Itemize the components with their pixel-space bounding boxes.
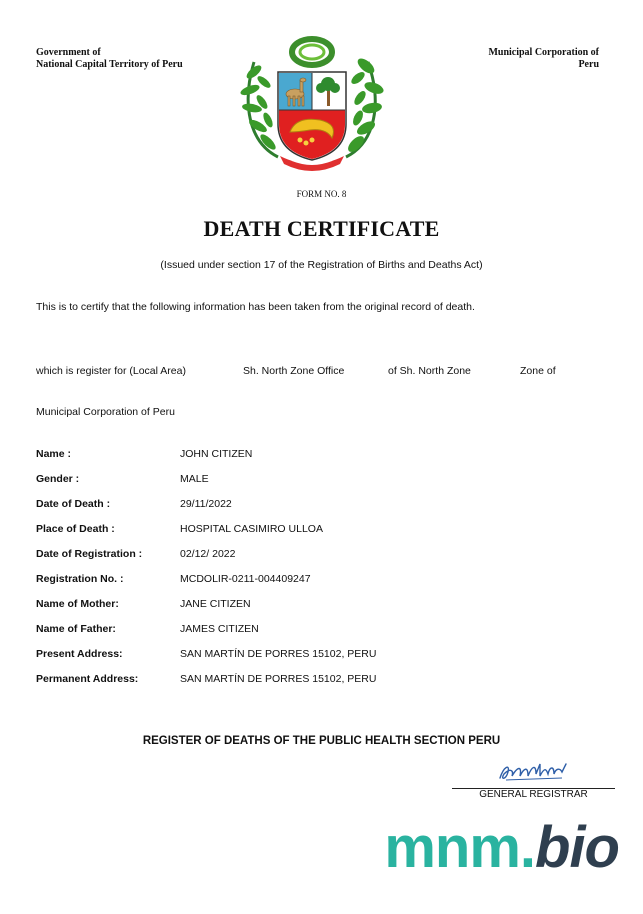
field-label: Date of Registration :: [36, 548, 143, 560]
signature-icon: [496, 758, 570, 784]
field-value: SAN MARTÍN DE PORRES 15102, PERU: [180, 648, 377, 660]
certify-text: This is to certify that the following information has been taken from the original record of death.: [36, 301, 475, 313]
field-label: Gender :: [36, 473, 80, 485]
field-label: Date of Death :: [36, 498, 111, 510]
peru-coat-of-arms-icon: [240, 32, 385, 172]
field-value: HOSPITAL CASIMIRO ULLOA: [180, 523, 323, 535]
header-left-line2: National Capital Territory of Peru: [36, 59, 183, 70]
header-left: [36, 47, 183, 71]
header-left-line1: Government of: [36, 47, 101, 58]
certificate-title: DEATH CERTIFICATE: [203, 216, 440, 241]
area-line-part3: of Sh. North Zone: [388, 365, 471, 377]
field-value: MALE: [180, 473, 209, 485]
field-row-present-address: [36, 648, 596, 673]
field-label: Name of Father:: [36, 623, 116, 635]
field-value: JANE CITIZEN: [180, 598, 251, 610]
field-value: SAN MARTÍN DE PORRES 15102, PERU: [180, 673, 377, 685]
issued-under-text: (Issued under section 17 of the Registration of Births and Deaths Act): [160, 259, 483, 271]
field-row-permanent-address: [36, 673, 596, 698]
field-row-registration-no: [36, 573, 596, 598]
field-row-place-of-death: [36, 523, 596, 548]
municipal-line: Municipal Corporation of Peru: [36, 406, 175, 418]
field-row-name-of-father: [36, 623, 596, 648]
field-label: Permanent Address:: [36, 673, 139, 685]
area-line-part4: Zone of: [520, 365, 556, 377]
field-value: 29/11/2022: [180, 498, 232, 510]
header-right-line2: Peru: [578, 59, 599, 70]
field-value: JOHN CITIZEN: [180, 448, 253, 460]
field-row-name: [36, 448, 596, 473]
field-label: Present Address:: [36, 648, 123, 660]
area-line-part2: Sh. North Zone Office: [243, 365, 345, 377]
field-value: MCDOLIR-0211-004409247: [180, 573, 311, 585]
field-label: Name of Mother:: [36, 598, 119, 610]
mnm-bio-watermark-logo: [384, 813, 619, 883]
field-row-date-of-death: [36, 498, 596, 523]
register-heading: REGISTER OF DEATHS OF THE PUBLIC HEALTH SECTION PERU: [142, 735, 501, 747]
field-row-name-of-mother: [36, 598, 596, 623]
field-label: Place of Death :: [36, 523, 115, 535]
form-number: FORM NO. 8: [296, 189, 347, 199]
field-label: Registration No. :: [36, 573, 124, 585]
logo-part-2: bio: [535, 815, 619, 880]
field-value: 02/12/ 2022: [180, 548, 236, 560]
field-row-date-of-registration: [36, 548, 596, 573]
registrar-label: GENERAL REGISTRAR: [479, 789, 588, 800]
field-value: JAMES CITIZEN: [180, 623, 259, 635]
area-line-part1: which is register for (Local Area): [36, 365, 186, 377]
header-right-line1: Municipal Corporation of: [488, 47, 599, 58]
header-right: [488, 47, 599, 71]
field-label: Name :: [36, 448, 72, 460]
field-row-gender: [36, 473, 596, 498]
logo-part-1: mnm.: [384, 815, 536, 880]
